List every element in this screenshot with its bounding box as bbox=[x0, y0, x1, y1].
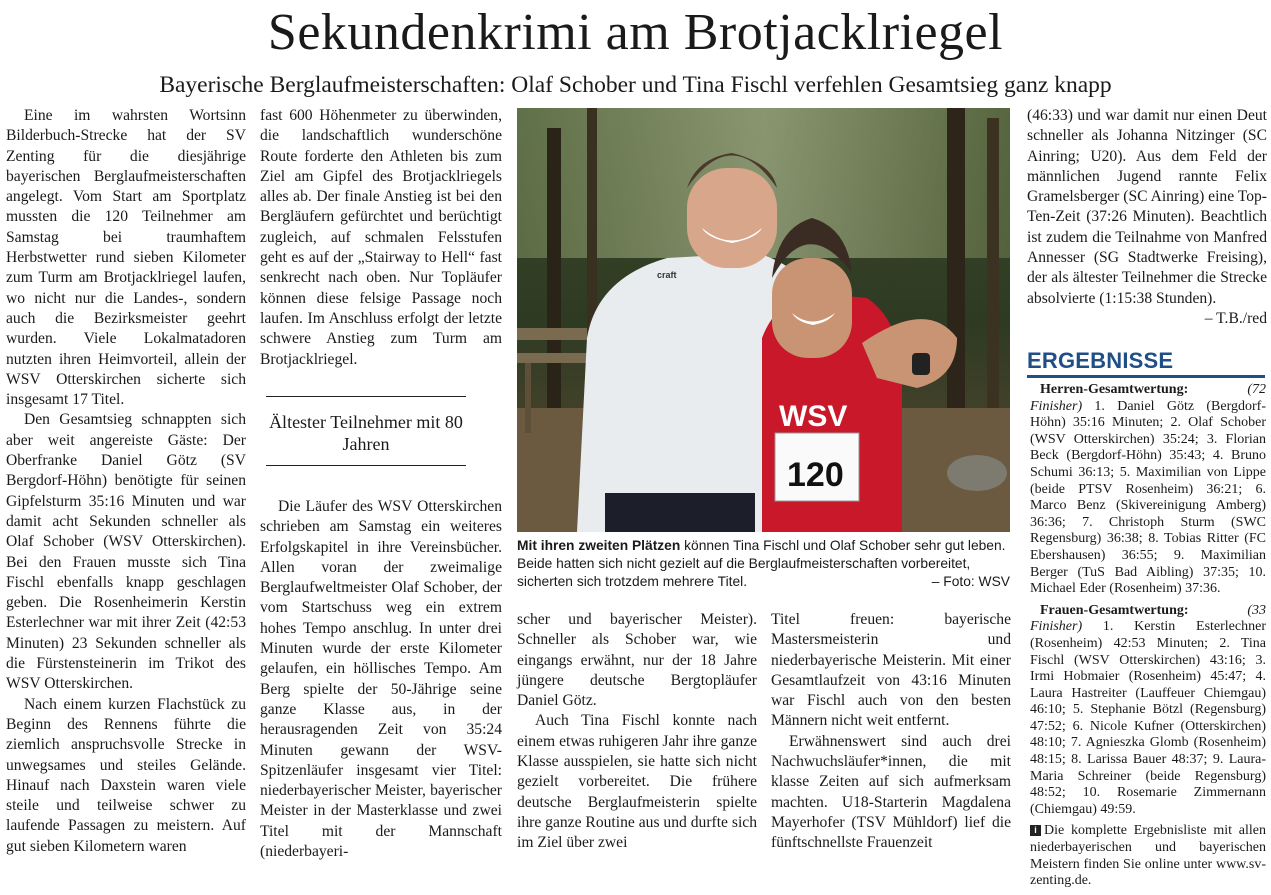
paragraph: Den Gesamtsieg schnappten sich aber weit angereiste Gäste: Der Oberfranke Daniel Götz (SV Bergdorf-Höhn) benötigte für seinen Gipfelsturm 35:16 Minuten und war damit acht Sekunden schneller als Olaf Schober (WSV Otterskirchen). Bei den Frauen musste sich Tina Fischl ebenfalls knapp geschlagen geben. Die Rosenheimerin Kerstin Esterlechner war mit ihrer Zeit (42:53 Minuten) 23 Sekunden schneller als die Fürstensteinerin im Trikot des WSV Otterskirchen. bbox=[6, 411, 246, 693]
column-5 bbox=[1027, 106, 1267, 329]
women-count: (33 Finisher) bbox=[1030, 602, 1266, 635]
paragraph: Eine im wahrsten Wortsinn Bilderbuch-Strecke hat der SV Zenting für die diesjährige bayerischen Berglaufmeisterschaften angelegt. Vom Start am Sportplatz mussten die 120 Teilnehmer am Samstag bei traumhaftem Herbstwetter rund sieben Kilometer zum Turm am Brotjacklriegel laufen, wo nicht nur die Landes-, sondern auch die Bezirksmeister geehrt wurden. Viele Lokalmatadoren nutzten ihren Heimvorteil, allein der WSV Otterskirchen sicherte sich insgesamt 17 Titel. bbox=[6, 107, 246, 409]
results-note bbox=[1030, 823, 1266, 889]
subheading: Ältester Teilnehmer mit 80 Jahren bbox=[266, 396, 466, 466]
column-1 bbox=[6, 106, 246, 857]
article-photo bbox=[517, 108, 1010, 532]
photo-caption bbox=[517, 537, 1010, 592]
column-4 bbox=[771, 610, 1011, 854]
paragraph: Titel freuen: bayerische Mastersmeisterin und niederbayerische Meisterin. Mit einer Gesamtlaufzeit von 43:16 Minuten war Fischl auch von den besten Männern nicht weit entfernt. bbox=[771, 611, 1011, 730]
headline: Sekundenkrimi am Brotjacklriegel bbox=[267, 4, 1004, 61]
column-3 bbox=[517, 610, 757, 854]
women-label: Frauen-Gesamtwertung: bbox=[1040, 602, 1189, 618]
paragraph: (46:33) und war damit nur einen Deut schneller als Johanna Nitzinger (SC Ainring; U20). Aus dem Feld der männlichen Jugend rannte Felix Gramelsberger (SC Ainring) eine Top-Ten-Zeit (37:26 Minuten). Beachtlich ist zudem die Teilnahme von Manfred Annesser (SG Stadtwerke Freising), der als ältester Teilnehmer die Strecke absolvierte (1:15:38 Stunden). bbox=[1027, 107, 1267, 307]
men-label: Herren-Gesamtwertung: bbox=[1040, 382, 1189, 397]
caption-text: können Tina Fischl und Olaf Schober sehr gut leben. Beide hatten sich nicht gezielt auf die Berglaufmeisterschaften vorbereitet, sicherten sich trotzdem mehrere Titel. bbox=[517, 538, 1006, 590]
paragraph: Erwähnenswert sind auch drei Nachwuchsläufer*innen, die mit klasse Zeiten auf sich aufmerksam machten. U18-Starterin Magdalena Mayerhofer (TSV Mühldorf) lief die fünftschnellste Frauenzeit bbox=[771, 732, 1011, 852]
author-credit: – T.B./red bbox=[1204, 309, 1267, 327]
paragraph: scher und bayerischer Meister). Schneller als Schober war, wie eingangs erwähnt, nur der 18 Jahre jüngere deutsche Bergtopläufer Daniel Götz. bbox=[517, 611, 757, 710]
caption-lead: Mit ihren zweiten Plätzen bbox=[517, 538, 681, 553]
paragraph: fast 600 Höhenmeter zu überwinden, die landschaftlich wunderschöne Route forderte den Athleten bis zum Ziel am Gipfel des Brotjacklriegels alles ab. Der finale Anstieg ist bei den Bergläufern gefürchtet und berüchtigt zugleich, auf schmalen Felsstufen geht es auf der „Stairway to Hell“ fast senkrecht nach oben. Nur Topläufer können diese felsige Passage noch laufen. Im Anschluss erfolgt der letzte schwere Anstieg zum Turm am Brotjacklriegel. bbox=[260, 107, 502, 368]
results-heading: ERGEBNISSE bbox=[1027, 348, 1174, 373]
column-2 bbox=[260, 106, 502, 370]
results-women bbox=[1030, 603, 1266, 819]
men-count: (72 Finisher) bbox=[1030, 382, 1266, 414]
results-men bbox=[1030, 382, 1266, 598]
sponsor-label: STÜMPFL bbox=[827, 363, 870, 373]
bib-club: WSV bbox=[779, 400, 848, 433]
column-2-continued bbox=[260, 497, 502, 862]
results-box bbox=[1030, 382, 1266, 895]
info-icon: i bbox=[1030, 825, 1041, 836]
results-divider bbox=[1027, 375, 1265, 378]
men-results: 1. Daniel Götz (Bergdorf-Höhn) 35:16 Minuten; 2. Olaf Schober (WSV Otterskirchen) 35:24; 3. Florian Beck (Bergdorf-Höhn) 35:43; 4. Bruno Schumi 36:13; 5. Maximilian von Lippe (beide PTSV Rosenheim) 36:21; 6. Marco Benz (Skivereinigung Amberg) 36:36; 7. Christoph Sturm (SWC Regensburg) 36:38; 8. Tobias Ritter (FC Ebershausen) 36:55; 9. Maximilian Berger (TuS Bad Aibling) 37:35; 10. Michael Eder (Rosenheim) 37:36. bbox=[1030, 398, 1266, 597]
photo-runners bbox=[517, 108, 1010, 532]
women-results: 1. Kerstin Esterlechner (Rosenheim) 42:53 Minuten; 2. Tina Fischl (WSV Otterskirchen) 43:16; 3. Irmi Hobmaier (Rosenheim) 45:47; 4. Laura Hastreiter (Lauffeuer Chiemgau) 46:10; 5. Stephanie Bötzl (Regensburg) 47:52; 6. Nicole Kufner (Otterskirchen) 48:10; 7. Agnieszka Glomb (Rosenheim) 48:15; 8. Larissa Bauer 48:37; 9. Laura-Maria Schreiner (beide Regensburg) 48:52; 10. Rosemarie Zimmernann (Chiemgau) 49:59. bbox=[1030, 619, 1266, 817]
paragraph: Auch Tina Fischl konnte nach einem etwas ruhigeren Jahr ihre ganze Klasse ausspielen, sie hatte sich nicht gezielt vorbereitet. Die frühere deutsche Berglaufmeisterin spielte ihre ganze Routine aus und durfte sich im Ziel über zwei bbox=[517, 712, 757, 852]
note-text: Die komplette Ergebnisliste mit allen niederbayerischen und bayerischen Meistern finden Sie online unter www.sv-zenting.de. bbox=[1030, 823, 1266, 889]
paragraph: Nach einem kurzen Flachstück zu Beginn des Rennens führte die ziemlich anspruchsvolle Strecke in unwegsames und steiles Gelände. Hinauf nach Daxstein waren viele steile und teilweise schwer zu laufende Passagen zu meistern. Auf gut sieben Kilometern waren bbox=[6, 695, 246, 855]
subheadline: Bayerische Berglaufmeisterschaften: Olaf Schober und Tina Fischl verfehlen Gesamtsieg ganz knapp bbox=[159, 72, 1112, 98]
photo-credit: – Foto: WSV bbox=[931, 574, 1010, 590]
bib-number: 120 bbox=[787, 456, 844, 494]
paragraph: Die Läufer des WSV Otterskirchen schrieben am Samstag ein weiteres Erfolgskapitel in ihre Vereinsbücher. Allen voran der zweimalige Berglaufweltmeister Olaf Schober, der vom Startschuss weg ein extrem hohes Tempo anschlug. In unter drei Minuten wurde der erste Kilometer gelaufen, ein höllisches Tempo. Am Berg spielte der 50-Jährige seine ganze Klasse aus, in der herausragenden Zeit von 35:24 Minuten gewann der WSV-Spitzenläufer insgesamt vier Titel: niederbayerischer Meister, bayerischer Meister in der Masterklasse und zwei Titel mit der Mannschaft (niederbayeri- bbox=[260, 498, 502, 861]
shirt-brand: craft bbox=[657, 270, 677, 280]
